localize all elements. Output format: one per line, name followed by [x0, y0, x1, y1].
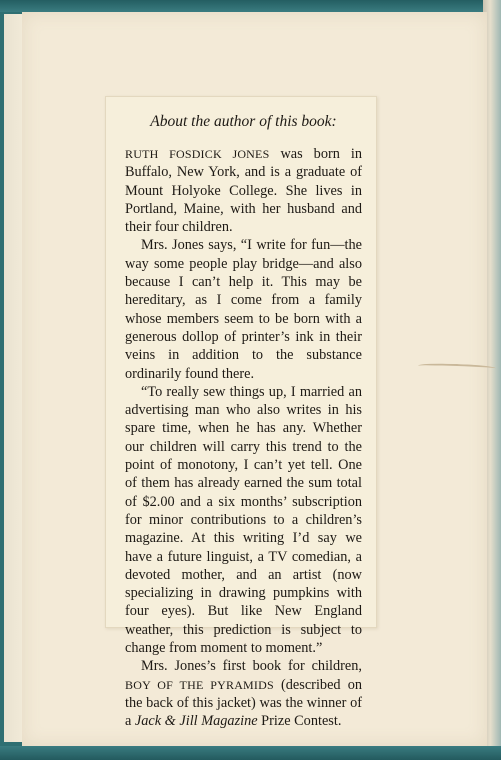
book-cover-bottom-edge — [0, 746, 501, 760]
endpaper-gutter — [4, 14, 23, 742]
bio-paragraph-1-text: was born in Buffalo, New York, and is a graduate of Mount Holyoke College. She lives in Portland, Maine, with her husband and their four children. — [125, 146, 362, 236]
book-cover-top-edge — [0, 0, 501, 12]
bio-paragraph-2: Mrs. Jones says, “I write for fun—the way some people play bridge—and also because I can’t help it. This may be hereditary, as I come from a family whose members seem to be born with a generous dollop of printer’s ink in their veins in addition to the substance ordinarily found there. — [125, 237, 362, 382]
author-name: RUTH FOSDICK JONES — [125, 147, 270, 161]
book-title: BOY OF THE PYRAMIDS — [125, 677, 274, 692]
paper-crease — [418, 363, 496, 372]
author-bio-clipping — [105, 96, 377, 730]
bio-paragraph-4-middle: (described on the back of this jacket) was the winner of a — [125, 676, 362, 730]
magazine-name: Jack & Jill Magazine — [134, 713, 258, 730]
bio-paragraph-1 — [125, 145, 362, 236]
bio-paragraph-4-tail: Prize Contest. — [257, 713, 342, 730]
bio-paragraph-3: “To really sew things up, I married an advertising man who also writes in his spare time, when he has any. Whether our children will carry this trend to the point of monotony, I can’t yet tell. One of them has already earned the sum total of $2.00 and a six months’ subscription for minor contributions to a children’s magazine. At this writing I’d say we have a future linguist, a TV comedian, a devoted mother, and an artist (now specializing in drawing pumpkins with four eyes). But like New England weather, this prediction is subject to change from moment to moment.” — [125, 383, 362, 657]
bio-paragraph-4 — [125, 657, 362, 730]
bio-paragraph-4-lead: Mrs. Jones’s first book for children, — [141, 658, 362, 675]
clipping-heading: About the author of this book: — [150, 113, 337, 130]
